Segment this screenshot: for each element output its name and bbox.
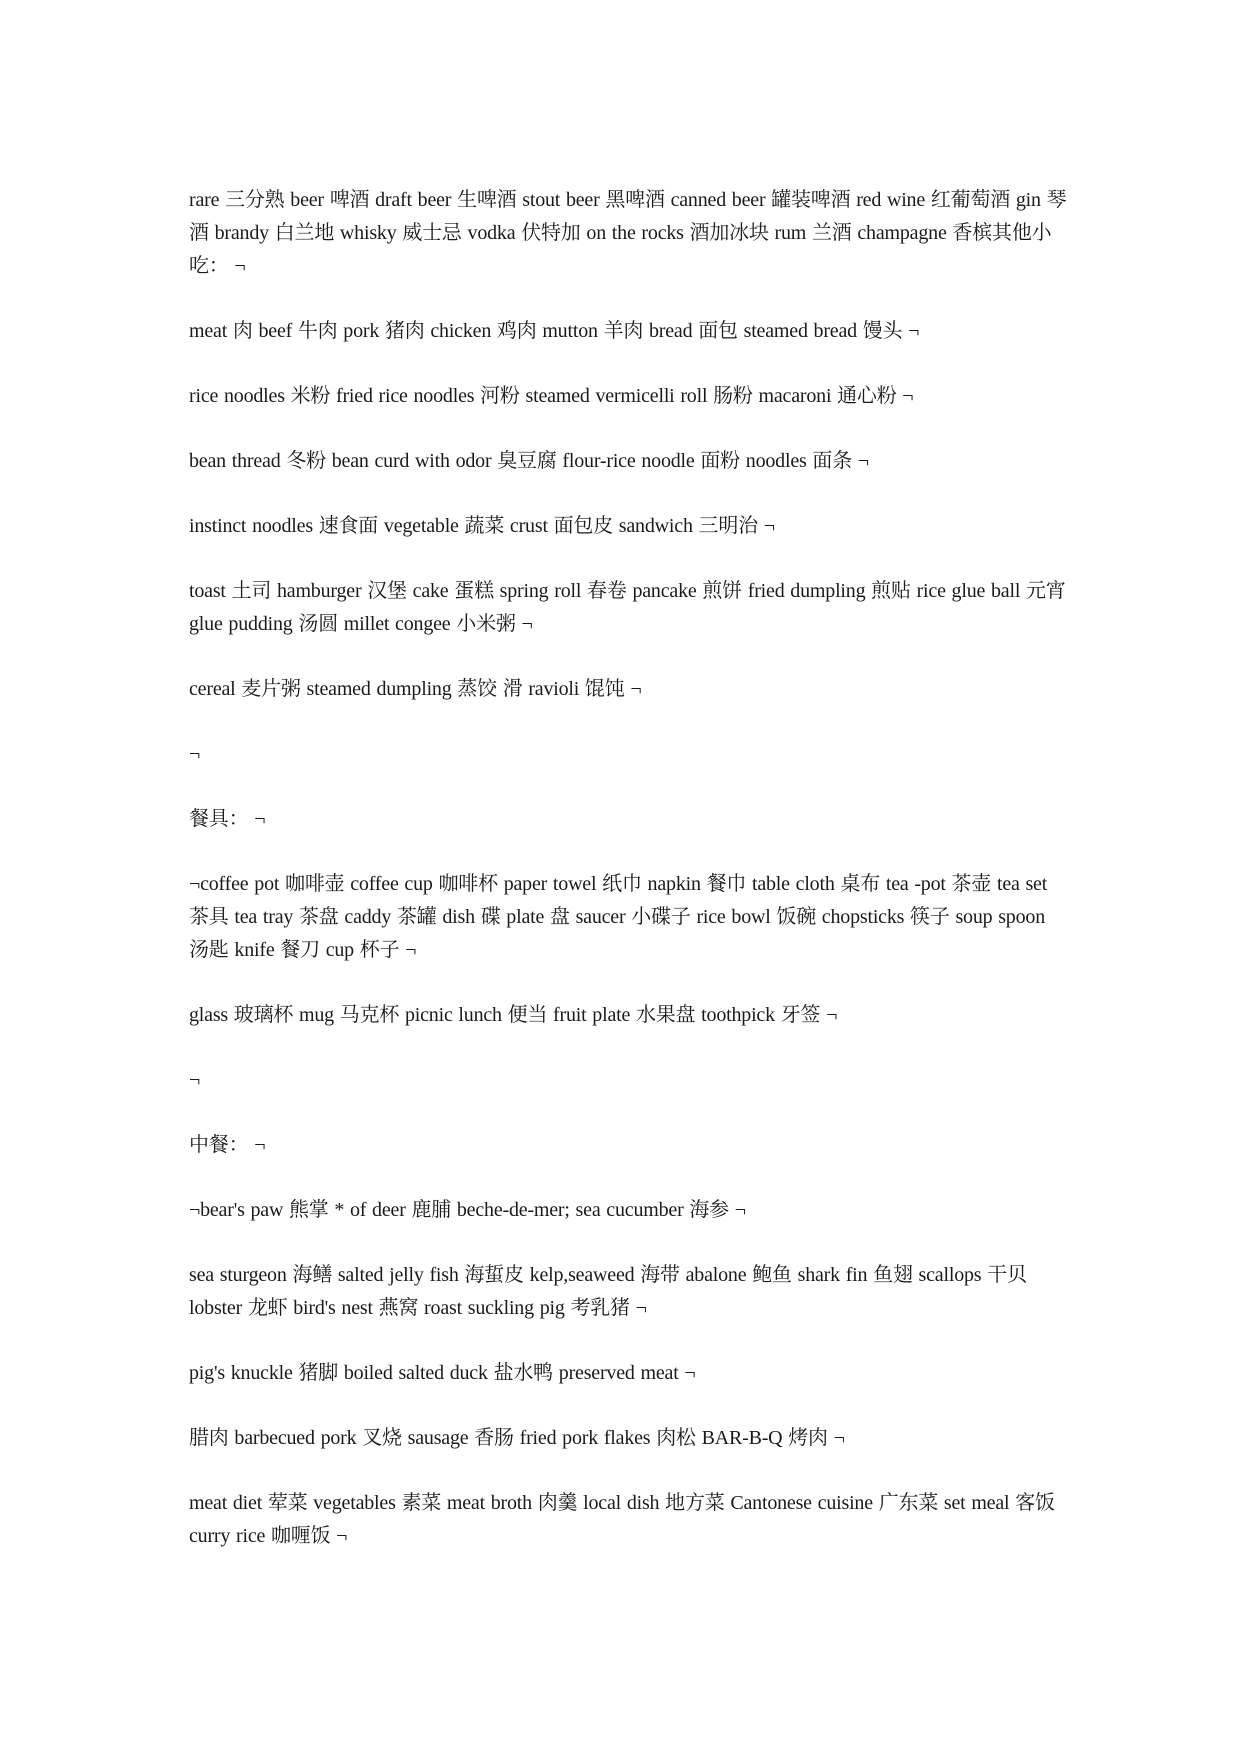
section-heading-tableware: 餐具： ¬ [189, 808, 266, 830]
paragraph-bean-thread: bean thread 冬粉 bean curd with odor 臭豆腐 flour-rice noodle 面粉 noodles 面条 ¬ [189, 450, 869, 472]
paragraph-blank-2: ¬ [189, 1069, 201, 1091]
paragraph-seafood: sea sturgeon 海鳝 salted jelly fish 海蜇皮 kelp,seaweed 海带 abalone 鲍鱼 shark fin 鱼翅 scallops 干贝 lobster 龙虾 bird's nest 燕窝 roast suckling pig 考乳猪 ¬ [189, 1264, 1027, 1319]
paragraph-cereal: cereal 麦片粥 steamed dumpling 蒸饺 滑 ravioli 馄饨 ¬ [189, 678, 642, 700]
paragraph-drinks: rare 三分熟 beer 啤酒 draft beer 生啤酒 stout beer 黑啤酒 canned beer 罐装啤酒 red wine 红葡萄酒 gin 琴酒 brandy 白兰地 whisky 威士忌 vodka 伏特加 on the rocks 酒加冰块 rum 兰酒 champagne 香槟其他小吃： ¬ [189, 189, 1067, 277]
paragraph-toast: toast 土司 hamburger 汉堡 cake 蛋糕 spring roll 春卷 pancake 煎饼 fried dumpling 煎贴 rice glue ball 元宵 glue pudding 汤圆 millet congee 小米粥 ¬ [189, 580, 1066, 635]
paragraph-tableware: ¬coffee pot 咖啡壶 coffee cup 咖啡杯 paper towel 纸巾 napkin 餐巾 table cloth 桌布 tea -pot 茶壶 tea set 茶具 tea tray 茶盘 caddy 茶罐 dish 碟 plate 盘 saucer 小碟子 rice bowl 饭碗 chopsticks 筷子 soup spoon 汤匙 knife 餐刀 cup 杯子 ¬ [189, 873, 1048, 961]
paragraph-pork-duck: pig's knuckle 猪脚 boiled salted duck 盐水鸭 preserved meat ¬ [189, 1362, 696, 1384]
paragraph-instant-noodles: instinct noodles 速食面 vegetable 蔬菜 crust 面包皮 sandwich 三明治 ¬ [189, 515, 775, 537]
section-heading-chinese-food: 中餐： ¬ [189, 1134, 266, 1156]
paragraph-delicacies: ¬bear's paw 熊掌 * of deer 鹿脯 beche-de-mer; sea cucumber 海参 ¬ [189, 1199, 746, 1221]
paragraph-meat-bread: meat 肉 beef 牛肉 pork 猪肉 chicken 鸡肉 mutton 羊肉 bread 面包 steamed bread 馒头 ¬ [189, 320, 920, 342]
paragraph-cured-meats: 腊肉 barbecued pork 叉烧 sausage 香肠 fried pork flakes 肉松 BAR-B-Q 烤肉 ¬ [189, 1427, 845, 1449]
document-body [189, 184, 1069, 1585]
paragraph-glassware: glass 玻璃杯 mug 马克杯 picnic lunch 便当 fruit plate 水果盘 toothpick 牙签 ¬ [189, 1004, 838, 1026]
paragraph-rice-noodles: rice noodles 米粉 fried rice noodles 河粉 steamed vermicelli roll 肠粉 macaroni 通心粉 ¬ [189, 385, 914, 407]
paragraph-dishes: meat diet 荤菜 vegetables 素菜 meat broth 肉羹 local dish 地方菜 Cantonese cuisine 广东菜 set meal 客饭 curry rice 咖喱饭 ¬ [189, 1492, 1055, 1547]
paragraph-blank-1: ¬ [189, 743, 201, 765]
